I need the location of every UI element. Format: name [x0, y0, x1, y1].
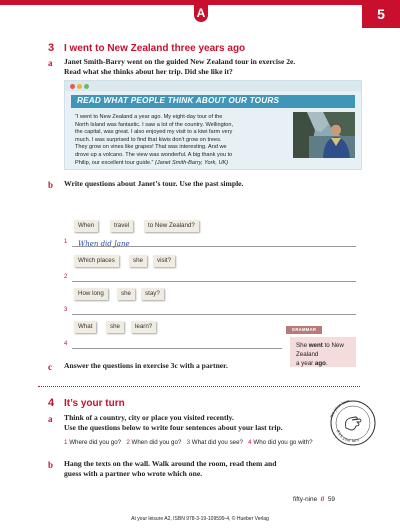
- exercise-4b-instruction: [64, 459, 277, 479]
- grammar-text: a year: [296, 360, 315, 367]
- stamp-bottom-text: If it’s your turn: [335, 429, 360, 444]
- exercise-3-number: 3: [48, 42, 55, 54]
- page-separator: //: [320, 496, 325, 503]
- window-dot-green-icon: [84, 84, 89, 89]
- fjord-photo-image: [293, 112, 355, 158]
- word-tile[interactable]: When: [74, 220, 98, 232]
- review-line: much. I was surprised to find that kiwis don’t grow on trees.: [75, 136, 222, 143]
- answer-line-number: 4: [64, 341, 68, 347]
- word-tile[interactable]: she: [117, 288, 135, 300]
- instruction-line: guess with a partner who wrote which one.: [64, 469, 203, 478]
- review-line: North Island was fantastic. I saw a lot of the country. Wellington,: [75, 121, 234, 128]
- window-dot-yellow-icon: [77, 84, 82, 89]
- question-number: 2: [126, 439, 130, 446]
- exercise-3c-letter: c: [48, 362, 52, 372]
- grammar-box: [290, 337, 356, 367]
- prompt-questions: [64, 439, 313, 446]
- instruction-line: Janet Smith-Barry went on the guided New Zealand tour in exercise 2e.: [64, 57, 296, 66]
- review-card: [64, 80, 362, 170]
- card-window-bar: [65, 81, 361, 91]
- exercise-4b-letter: b: [48, 460, 54, 470]
- exercise-3c-instruction: Answer the questions in exercise 3c with a partner.: [64, 361, 228, 370]
- review-line: the capital, was great. I also enjoyed my visit to a kiwi farm very: [75, 129, 233, 136]
- answer-line-number: 3: [64, 307, 68, 313]
- card-title-bar: [71, 95, 355, 108]
- review-line: “I went to New Zealand a year ago. My eight-day tour of the: [75, 114, 223, 120]
- page-words: fifty-nine: [293, 496, 318, 503]
- review-line: drove up a volcano. The view was wonderful. A big thank you to: [75, 151, 233, 158]
- grammar-keyword: ago: [314, 360, 326, 367]
- grammar-text: to New Zealand: [296, 342, 344, 358]
- answer-line[interactable]: [72, 281, 356, 282]
- instruction-line: Think of a country, city or place you visited recently.: [64, 413, 234, 422]
- instruction-line: Hang the texts on the wall. Walk around the room, read them and: [64, 459, 277, 468]
- question-number: 3: [186, 439, 191, 446]
- exercise-3a-letter: a: [48, 58, 53, 68]
- grammar-tag: GRAMMAR: [286, 326, 322, 334]
- question-text: What did you see?: [191, 439, 243, 446]
- section-divider: [38, 386, 360, 387]
- exercise-3b-instruction: Write questions about Janet’s tour. Use the past simple.: [64, 179, 244, 188]
- question-text: Who did you go with?: [253, 439, 313, 446]
- word-tile[interactable]: stay?: [141, 288, 164, 300]
- word-tile[interactable]: visit?: [153, 255, 175, 267]
- exercise-4a-letter: a: [48, 414, 53, 424]
- handwritten-answer: When did Jane: [78, 240, 130, 248]
- grammar-text: .: [325, 360, 328, 367]
- review-text: [75, 114, 283, 167]
- unit-number-badge: 5: [362, 0, 400, 28]
- section-badge: A: [194, 4, 208, 22]
- answer-line[interactable]: [72, 314, 356, 315]
- review-line: [75, 160, 283, 168]
- grammar-line: [296, 359, 356, 368]
- word-tile[interactable]: learn?: [131, 321, 156, 333]
- exercise-4-number: 4: [48, 397, 55, 409]
- word-tile[interactable]: What: [74, 321, 96, 333]
- stamp-top-text: It’s your turn: [328, 398, 351, 419]
- word-tile[interactable]: she: [106, 321, 124, 333]
- grammar-keyword: went: [308, 342, 323, 349]
- page-number: 59: [327, 496, 335, 503]
- word-tile[interactable]: Which places: [74, 255, 119, 267]
- review-line: They grow on vines like grapes! That was interesting. And we: [75, 144, 227, 151]
- exercise-4a-instruction: [64, 413, 283, 433]
- isbn-footer: At your leisure A2, ISBN 978-3-19-109599-4, © Hueber Verlag: [131, 516, 269, 522]
- question-text: Where did you go?: [69, 439, 122, 446]
- question-number: 4: [248, 439, 252, 446]
- page-number-footer: [293, 496, 335, 503]
- card-title: READ WHAT PEOPLE THINK ABOUT OUR TOURS: [77, 96, 280, 105]
- word-tile[interactable]: travel: [110, 220, 133, 232]
- traveller-photo: [293, 112, 355, 158]
- exercise-3b-letter: b: [48, 180, 54, 190]
- review-signature: (Janet Smith-Barry, York, UK): [154, 159, 229, 166]
- review-last-line: Philip, our excellent tour guide.”: [75, 159, 155, 166]
- window-dot-red-icon: [70, 84, 75, 89]
- answer-line-number: 2: [64, 274, 68, 280]
- answer-line[interactable]: [72, 348, 282, 349]
- grammar-line: [296, 341, 356, 359]
- word-tile[interactable]: to New Zealand?: [144, 220, 199, 232]
- word-tile[interactable]: she: [129, 255, 147, 267]
- its-your-turn-stamp-icon: [324, 396, 382, 446]
- exercise-3a-instruction: [64, 57, 295, 77]
- instruction-line: Use the questions below to write four sentences about your last trip.: [64, 423, 283, 432]
- question-number: 1: [64, 439, 68, 446]
- exercise-4-title: It’s your turn: [64, 398, 125, 409]
- instruction-line: Read what she thinks about her trip. Did she like it?: [64, 67, 233, 76]
- exercise-3-title: I went to New Zealand three years ago: [64, 43, 246, 54]
- answer-line-number: 1: [64, 239, 68, 245]
- word-tile[interactable]: How long: [74, 288, 108, 300]
- grammar-text: She: [296, 342, 309, 349]
- question-text: When did you go?: [131, 439, 182, 446]
